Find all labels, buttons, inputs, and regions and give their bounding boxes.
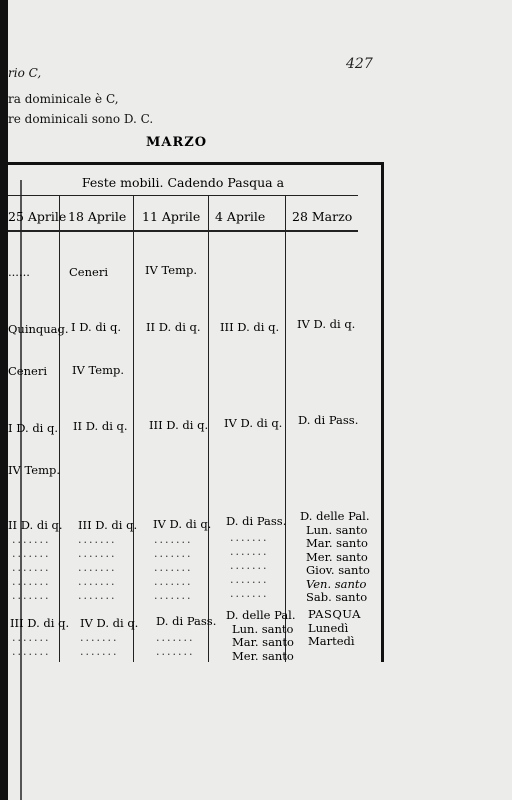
cell-hw5-5: Ven. santo	[306, 576, 367, 591]
cell-r4-c4: IV D. di q.	[224, 416, 283, 430]
cell-r4-c3: III D. di q.	[149, 418, 209, 432]
col-head-3: 11 Aprile	[142, 209, 201, 224]
column-divider	[59, 196, 60, 662]
binding-gutter	[0, 0, 8, 800]
dot-leader: .......	[156, 645, 195, 658]
cell-r2-c1: Quinquag.	[8, 322, 69, 336]
dot-leader: .......	[12, 575, 51, 588]
dot-leader: .......	[78, 575, 117, 588]
dot-leader: .......	[78, 533, 117, 546]
cell-hw4-2: Mar. santo	[232, 635, 294, 649]
caption-rule	[8, 195, 358, 196]
dot-leader: .......	[12, 645, 51, 658]
dot-leader: .......	[12, 631, 51, 644]
dot-leader: .......	[12, 547, 51, 560]
cell-r2-c4: III D. di q.	[220, 320, 280, 334]
col-head-2: 18 Aprile	[68, 209, 127, 224]
dot-leader: .......	[230, 531, 269, 544]
cell-r6-c4: D. di Pass.	[226, 514, 287, 528]
cell-hw5-6: Sab. santo	[306, 590, 368, 604]
cell-hw5-4: Giov. santo	[306, 563, 370, 577]
cell-easter-2: Martedì	[308, 634, 355, 648]
col-head-4: 4 Aprile	[215, 209, 266, 224]
cell-r3-c1: Ceneri	[8, 364, 47, 378]
dot-leader: .......	[230, 559, 269, 572]
dot-leader: .......	[80, 645, 119, 658]
dot-leader: .......	[12, 561, 51, 574]
cell-r7-c3: D. di Pass.	[156, 614, 217, 628]
header-line-2: ra dominicale è C,	[8, 92, 119, 106]
cell-hw4-3: Mer. santo	[232, 648, 294, 663]
header-line-1: rio C,	[8, 66, 42, 80]
page-number: 427	[346, 56, 373, 72]
cell-r2-c5: IV D. di q.	[297, 317, 356, 331]
cell-hw4-1: Lun. santo	[232, 621, 294, 636]
month-title: MARZO	[146, 135, 208, 150]
cell-hw4-0: D. delle Pal.	[226, 608, 296, 622]
dot-leader: .......	[12, 533, 51, 546]
cell-r7-c1: III D. di q.	[10, 616, 70, 630]
col-head-5: 28 Marzo	[292, 209, 353, 224]
cell-r1-c3: IV Temp.	[145, 263, 198, 277]
cell-r6-c2: III D. di q.	[78, 518, 138, 532]
cell-hw5-3: Mer. santo	[306, 549, 368, 564]
dot-leader: .......	[78, 547, 117, 560]
cell-hw5-1: Lun. santo	[306, 522, 368, 537]
dot-leader: .......	[230, 545, 269, 558]
column-divider	[133, 196, 134, 662]
holy-week-col4	[226, 609, 296, 663]
dot-leader: .......	[78, 561, 117, 574]
dot-leader: .......	[230, 587, 269, 600]
col-head-1: 25 Aprile	[8, 209, 67, 224]
cell-r4-c1: I D. di q.	[8, 421, 59, 435]
holy-week-col5	[300, 510, 370, 605]
movable-feasts-table	[8, 162, 384, 662]
table-caption: Feste mobili. Cadendo Pasqua a	[81, 175, 285, 190]
dot-leader: .......	[154, 533, 193, 546]
cell-hw5-2: Mar. santo	[306, 536, 368, 550]
cell-hw5-0: D. delle Pal.	[300, 509, 370, 523]
dot-leader: .......	[154, 589, 193, 602]
dot-leader: .......	[230, 573, 269, 586]
cell-r6-c1: II D. di q.	[8, 518, 63, 532]
column-divider	[285, 196, 286, 662]
dot-leader: .......	[78, 589, 117, 602]
header-line-3: re dominicali sono D. C.	[8, 112, 154, 126]
cell-r6-c3: IV D. di q.	[153, 517, 212, 531]
header-rule	[8, 230, 358, 232]
cell-r5-c1: IV Temp.	[8, 463, 61, 477]
cell-easter-0: PASQUA	[308, 607, 361, 621]
dot-leader: .......	[80, 631, 119, 644]
dot-leader: .......	[12, 589, 51, 602]
cell-r4-c2: II D. di q.	[73, 419, 128, 433]
dot-leader: .......	[156, 631, 195, 644]
cell-r7-c2: IV D. di q.	[80, 616, 139, 630]
dot-leader: .......	[154, 561, 193, 574]
easter-col5	[308, 608, 361, 649]
book-page	[8, 0, 512, 800]
cell-r2-c3: II D. di q.	[146, 320, 201, 334]
cell-r2-c2: I D. di q.	[71, 320, 122, 334]
cell-r1-c2: Ceneri	[69, 265, 108, 279]
column-divider	[208, 196, 209, 662]
cell-r3-c2: IV Temp.	[72, 363, 125, 377]
cell-r1-c1: ......	[8, 265, 30, 279]
dot-leader: .......	[154, 575, 193, 588]
dot-leader: .......	[154, 547, 193, 560]
cell-r4-c5: D. di Pass.	[298, 413, 359, 427]
cell-easter-1: Lunedì	[308, 620, 349, 635]
